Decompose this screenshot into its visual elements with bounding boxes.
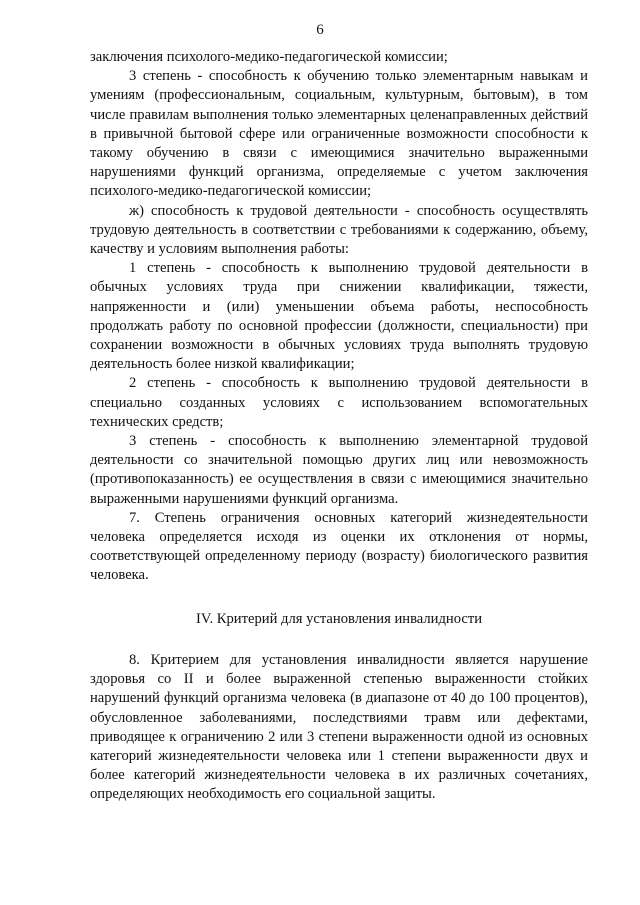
paragraph-continuation: заключения психолого-медико-педагогической комиссии; xyxy=(90,49,448,65)
paragraph-work-degree-1: 1 степень - способность к выполнению трудовой деятельности в обычных условиях труда при снижении квалификации, тяжести, напряженности и (или) уменьшении объема работы, неспособность продолжать работу по основной профессии (должности, специальности) при сохранении возможности в обычных условиях труда выполнять трудовую деятельность более низкой квалификации; xyxy=(90,260,588,373)
paragraph-work-ability: ж) способность к трудовой деятельности - способность осуществлять трудовую деятельность в соответствии с требованиями к содержанию, объему, качеству и условиям выполнения работы: xyxy=(90,202,588,258)
paragraph-work-degree-3: 3 степень - способность к выполнению элементарной трудовой деятельности со значительной помощью других лиц или невозможность (противопоказанность) ее осуществления в связи с имеющимися значительно выраженными нарушениями функций организма. xyxy=(90,433,588,507)
paragraph-item-7: 7. Степень ограничения основных категорий жизнедеятельности человека определяется исходя из оценки их отклонения от нормы, соответствующей определенному периоду (возрасту) биологического развития человека. xyxy=(90,509,588,584)
paragraph-learning-degree-3: 3 степень - способность к обучению только элементарным навыкам и умениям (профессиональным, социальным, культурным, бытовым), в том числе правилам выполнения только элементарных целенаправленных действий в привычной бытовой сфере или ограниченные возможности способности к такому обучению в связи с имеющимися значительно выраженными нарушениями функций организма, определяемые с учетом заключения психолого-медико-педагогической комиссии; xyxy=(90,68,588,200)
page-number: 6 xyxy=(316,22,324,38)
paragraph-work-degree-2: 2 степень - способность к выполнению трудовой деятельности в специально созданных условиях с использованием вспомогательных технических средств; xyxy=(90,375,588,430)
document-body xyxy=(90,48,588,805)
paragraph-item-8: 8. Критерием для установления инвалидности является нарушение здоровья со II и более выраженной степенью выраженности стойких нарушений функций организма человека (в диапазоне от 40 до 100 процентов), обусловленное заболеваниями, последствиями травм или дефектами, приводящее к ограничению 2 или 3 степени выраженности одной из основных категорий жизнедеятельности человека или 1 степени выраженности двух и более категорий жизнедеятельности человека в их различных сочетаниях, определяющих необходимость его социальной защиты. xyxy=(90,651,588,803)
section-heading: IV. Критерий для установления инвалидности xyxy=(195,610,483,627)
